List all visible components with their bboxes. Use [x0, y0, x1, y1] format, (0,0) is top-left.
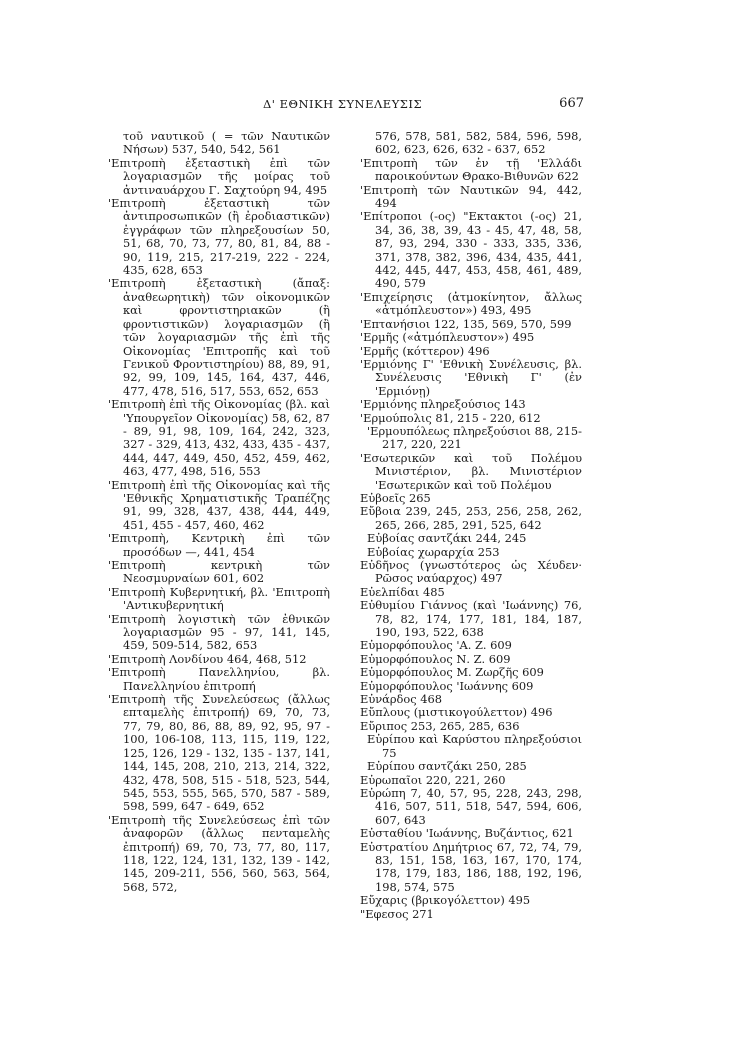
index-entry: Εὔριπος 253, 265, 285, 636 [360, 718, 520, 733]
index-entry: 'Επιτροπὴ τῶν ἐν τῇ 'Ελλάδι παροικούντων Θρακο-Βιθυνῶν 622 [360, 155, 582, 184]
index-entry: 'Επιτροπὴ ἐξεταστικὴ (ἄπαξ: ἀναθεωρητικὴ) τῶν οἰκονομικῶν καὶ φροντιστηριακῶν (ἢ φροντιστικῶν) λογαριασμῶν (ἢ τῶν λογαριασμῶν τῆς ἐπὶ τῆς Οἰκονομίας 'Επιτροπῆς καὶ τοῦ Γενικοῦ Φροντιστηρίου) 88, 89, 91, 92, 99, 109, 145, 164, 437, 446, 477, 478, 516, 517, 553, 652, 653 [108, 276, 330, 398]
index-entry: 'Επίτροποι (-ος) "Εκτακτοι (-ος) 21, 34, 36, 38, 39, 43 - 45, 47, 48, 58, 87, 93, 294, 330 - 333, 335, 336, 371, 378, 382, 396, 434, 435, 441, 442, 445, 447, 453, 458, 461, 489, 490, 579 [360, 209, 582, 291]
index-entry: 576, 578, 581, 582, 584, 596, 598, 602, 623, 626, 632 - 637, 652 [375, 129, 582, 157]
index-entry: Εὔχαρις (βρικογόλεττον) 495 [360, 893, 531, 908]
index-column-right [360, 130, 582, 921]
index-entry: 'Επιτροπὴ ἐξεταστικὴ τῶν ἀντιπροσωπικῶν (ἢ ἐροδιαστικῶν) ἐγγράφων τῶν πληρεξουσίων 50, 51, 68, 70, 73, 77, 80, 81, 84, 88 - 90, 119, 215, 217-219, 222 - 224, 435, 628, 653 [108, 196, 330, 278]
index-entry: 'Επιτροπὴ ἐπὶ τῆς Οἰκονομίας (βλ. καὶ 'Υπουργεῖον Οἰκονομίας) 58, 62, 87 - 89, 91, 98, 109, 164, 242, 323, 327 - 329, 413, 432, 433, 435 - 437, 444, 447, 449, 450, 452, 459, 462, 463, 477, 498, 516, 553 [108, 397, 330, 479]
index-entry: 'Ερμουπόλεως πληρεξούσιοι 88, 215-217, 220, 221 [367, 423, 582, 452]
page-header [108, 97, 584, 117]
index-entry: Εὐβοίας σαντζάκι 244, 245 [367, 531, 527, 546]
index-entry: 'Ερμῆς (κόττερον) 496 [360, 343, 490, 358]
index-entry: Εὐρώπη 7, 40, 57, 95, 228, 243, 298, 416, 507, 511, 518, 547, 594, 606, 607, 643 [360, 785, 582, 827]
index-entry: 'Επιχείρησις (ἀτμοκίνητον, ἄλλως «ἀτμόπλευστον») 493, 495 [360, 289, 582, 318]
index-entry: Εὐρίπου καὶ Καρύστου πληρεξούσιοι 75 [367, 732, 582, 760]
index-entry: 'Ερμῆς («ἀτμόπλευστον») 495 [360, 330, 535, 345]
index-entry: Εὐελπίδαι 485 [360, 584, 445, 599]
index-entry: Εὐρωπαῖοι 220, 221, 260 [360, 772, 506, 787]
index-entry: "Εφεσος 271 [360, 906, 434, 921]
index-entry: 'Ερμιόνης Γ' 'Εθνικὴ Συνέλευσις, βλ. Συνέλευσις 'Εθνικὴ Γ' (ἐν 'Ερμιόνῃ) [360, 356, 582, 398]
index-entry: Εὐρίπου σαντζάκι 250, 285 [367, 759, 527, 774]
index-entry: Εὐθυμίου Γιάννος (καὶ 'Ιωάννης) 76, 78, 82, 174, 177, 181, 184, 187, 190, 193, 522, 638 [360, 598, 582, 640]
index-entry: 'Επιτροπὴ Λονδίνου 464, 468, 512 [108, 651, 307, 666]
index-entry: Εὐβοίας χωραρχία 253 [367, 544, 500, 559]
index-entry: Εὐμορφόπουλος Μ. Ζωρζῆς 609 [360, 665, 544, 680]
index-entry: 'Επιτροπὴ τῆς Συνελεύσεως (ἄλλως επταμελὴς ἐπιτροπή) 69, 70, 73, 77, 79, 80, 86, 88, 89, 92, 95, 97 - 100, 106-108, 113, 115, 119, 122, 125, 126, 129 - 132, 135 - 137, 141, 144, 145, 208, 210, 213, 214, 322, 432, 478, 508, 515 - 518, 523, 544, 545, 553, 555, 565, 570, 587 - 589, 598, 599, 647 - 649, 652 [108, 692, 330, 814]
index-entry: τοῦ ναυτικοῦ ( = τῶν Ναυτικῶν Νήσων) 537, 540, 542, 561 [123, 129, 330, 157]
index-entry: Εὐβοεῖς 265 [360, 490, 431, 505]
index-entry: 'Επιτροπὴ Πανελληνίου, βλ. Πανελληνίου ἐπιτροπή [108, 665, 330, 693]
index-entry: 'Ερμιόνης πληρεξούσιος 143 [360, 397, 526, 412]
index-entry: 'Επιτροπὴ, Κεντρικὴ ἐπὶ τῶν προσόδων —, 441, 454 [108, 531, 330, 559]
index-column-left [108, 130, 330, 894]
index-entry: Εὐμορφόπουλος 'Α. Ζ. 609 [360, 638, 512, 653]
index-entry: Εὐνάρδος 468 [360, 692, 443, 707]
index-entry: Εὐδῆνος (γνωστότερος ὡς Χέυδεν· Ρῶσος ναύαρχος) 497 [360, 558, 582, 586]
index-entry: Εὐμορφόπουλος 'Ιωάννης 609 [360, 678, 534, 693]
index-entry: 'Επιτροπὴ τῶν Ναυτικῶν 94, 442, 494 [360, 182, 582, 211]
index-entry: 'Επιτροπὴ Κυβερνητική, βλ. 'Επιτροπὴ 'Αντικυβερνητική [108, 584, 330, 613]
index-entry: Εὔβοια 239, 245, 253, 256, 258, 262, 265, 266, 285, 291, 525, 642 [360, 504, 582, 532]
index-entry: 'Επτανήσιοι 122, 135, 569, 570, 599 [360, 316, 572, 331]
index-entry: 'Ερμούπολις 81, 215 - 220, 612 [360, 410, 541, 425]
index-entry: Εὔπλους (μιστικογούλεττον) 496 [360, 705, 553, 720]
index-entry: 'Επιτροπὴ ἐπὶ τῆς Οἰκονομίας καὶ τῆς 'Εθνικῆς Χρηματιστικῆς Τραπέζης 91, 99, 328, 437, 438, 444, 449, 451, 455 - 457, 460, 462 [108, 477, 330, 532]
index-entry: Εὐμορφόπουλος Ν. Ζ. 609 [360, 651, 511, 666]
index-entry: 'Εσωτερικῶν καὶ τοῦ Πολέμου Μινιστέριον, βλ. Μινιστέριον 'Εσωτερικῶν καὶ τοῦ Πολέμου [360, 450, 582, 492]
index-entry: Εὐστρατίου Δημήτριος 67, 72, 74, 79, 83, 151, 158, 163, 167, 170, 174, 178, 179, 183, 186, 188, 192, 196, 198, 574, 575 [360, 839, 582, 894]
page-number: 667 [559, 96, 584, 111]
running-title: Δ' ΕΘΝΙΚΗ ΣΥΝΕΛΕΥΣΙΣ [263, 97, 423, 111]
index-entry: 'Επιτροπὴ κεντρικὴ τῶν Νεοσμυρναίων 601, 602 [108, 558, 330, 586]
index-entry: 'Επιτροπὴ ἐξεταστικὴ ἐπὶ τῶν λογαριασμῶν τῆς μοίρας τοῦ ἀντιναυάρχου Γ. Σαχτούρη 94, 495 [108, 155, 330, 197]
index-entry: 'Επιτροπὴ λογιστικὴ τῶν ἐθνικῶν λογαριασμῶν 95 - 97, 141, 145, 459, 509-514, 582, 653 [108, 611, 330, 653]
index-entry: 'Επιτροπὴ τῆς Συνελεύσεως ἐπὶ τῶν ἀναφορῶν (ἄλλως πενταμελὴς ἐπιτροπή) 69, 70, 73, 77, 80, 117, 118, 122, 124, 131, 132, 139 - 142, 145, 209-211, 556, 560, 563, 564, 568, 572, [108, 812, 330, 894]
index-entry: Εὐσταθίου 'Ιωάννης, Βυζάντιος, 621 [360, 826, 574, 841]
